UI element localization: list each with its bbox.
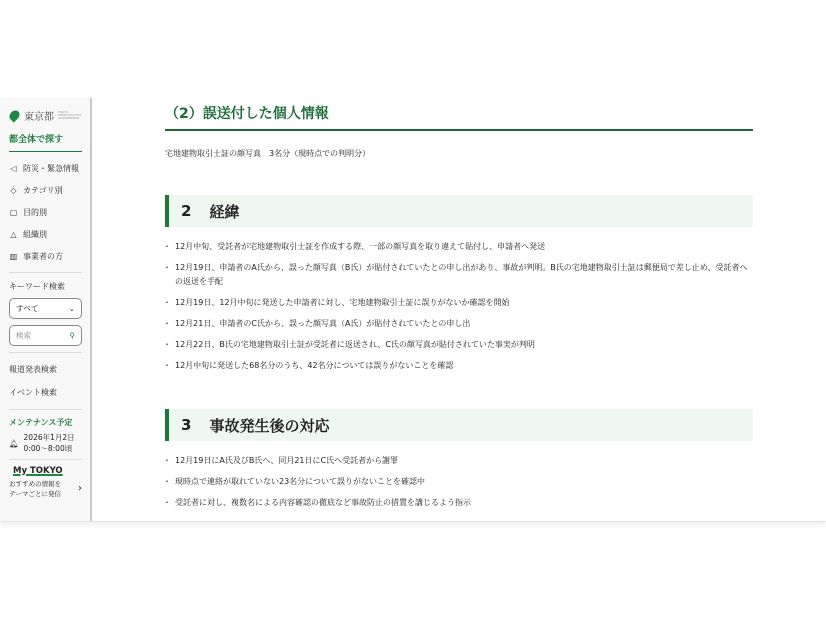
divider [9, 272, 82, 273]
list-item: ・ 12月21日、申請者のC氏から、誤った顔写真（A氏）が貼付されていたとの申し出 [165, 317, 753, 331]
document-icon: ▢ [9, 207, 18, 217]
divider [9, 409, 82, 410]
category-select[interactable] [9, 298, 82, 319]
nav-label: 事業者の方 [23, 251, 63, 261]
nav-label: 目的別 [23, 207, 47, 217]
list-item: ・ 12月中旬に発送した68名分のうち、42名分については誤りがないことを確認 [165, 359, 753, 373]
press-release-search-link[interactable]: 報道発表検索 [9, 365, 57, 374]
mytokyo-desc: おすすめの情報を [9, 480, 62, 488]
list-item: ・ 12月中旬、受託者が宅地建物取引士証を作成する際、一部の顔写真を取り違えて貼付し、申請者へ発送 [165, 240, 753, 254]
list-item: ・ 受託者に対し、複数名による内容確認の徹底など事故防止の措置を講じるよう指示 [165, 496, 753, 510]
ginkgo-icon [7, 108, 21, 122]
chevron-down-icon: ⌄ [68, 304, 75, 313]
nav-label: 組織別 [23, 229, 47, 239]
section-title: 事故発生後の対応 [209, 416, 330, 435]
list-item: ・ 現時点で連絡が取れていない23名分について誤りがないことを確認中 [165, 475, 753, 489]
logo-subtext: TOKYO METROPOLITAN GOVERNMENT [58, 109, 82, 120]
tokyo-logo[interactable] [9, 106, 82, 124]
bullet-list [165, 240, 753, 373]
section-number: 3 [181, 416, 192, 434]
select-value: すべて [16, 304, 39, 313]
search-input[interactable] [9, 325, 82, 346]
sub-heading: （2）誤送付した個人情報 [165, 98, 753, 131]
list-item: ・ 12月19日、12月中旬に発送した申請者に対し、宅地建物取引士証に誤りがないか確認を開始 [165, 296, 753, 310]
mytokyo-logo[interactable]: My TOKYO [13, 466, 63, 476]
maintenance-info [9, 432, 82, 454]
bullet-list [165, 454, 753, 510]
mytokyo-desc: テーマごとに発信 [9, 490, 61, 498]
event-search-link[interactable]: イベント検索 [9, 388, 57, 397]
sidebar-nav-item[interactable] [9, 245, 82, 267]
org-icon: △ [10, 229, 17, 239]
page-frame [0, 98, 826, 522]
divider [9, 352, 82, 353]
list-item: ・ 12月19日、申請者のA氏から、誤った顔写真（B氏）が貼付されていたとの申し出があり、事故が判明。B氏の宅地建物取引士証は郵便局で差し止め、受託者への返送を手配 [165, 261, 753, 289]
sidebar [0, 98, 92, 521]
main-content [165, 98, 753, 517]
nav-label: 防災・緊急情報 [23, 163, 79, 173]
list-item: ・ 12月19日にA氏及びB氏へ、同月21日にC氏へ受託者から謝罪 [165, 454, 753, 468]
section-title: 経緯 [209, 202, 240, 221]
chevron-right-icon: › [78, 483, 82, 494]
section-heading [165, 409, 753, 441]
divider [9, 459, 82, 460]
maintenance-title: メンテナンス予定 [9, 418, 73, 427]
maintenance-date: 2026年1月2日 [23, 433, 75, 442]
sidebar-nav-item[interactable] [9, 201, 82, 223]
mytokyo-link[interactable] [9, 479, 82, 499]
sub-text: 宅地建物取引士証の顔写真 3名分（現時点での判明分） [165, 149, 371, 158]
section-heading [165, 195, 753, 227]
bell-icon: 🔔︎ [9, 438, 19, 448]
logo-text: 東京都 [24, 111, 54, 123]
search-placeholder: 検索 [16, 331, 31, 340]
search-heading: 都全体で探す [9, 132, 82, 152]
megaphone-icon: ◁ [10, 163, 17, 173]
sidebar-nav-item[interactable] [9, 179, 82, 201]
sidebar-nav-item[interactable] [9, 223, 82, 245]
maintenance-time: 0:00〜8:00頃 [23, 444, 73, 453]
sidebar-nav-item[interactable] [9, 157, 82, 179]
building-icon: ▥ [9, 251, 18, 261]
keyword-label: キーワード検索 [9, 282, 65, 291]
nav-label: カテゴリ別 [23, 185, 63, 195]
list-item: ・ 12月22日、B氏の宅地建物取引士証が受託者に返送され、C氏の顔写真が貼付されていた事実が判明 [165, 338, 753, 352]
tag-icon: ◇ [10, 185, 17, 195]
section-number: 2 [181, 202, 192, 220]
search-icon[interactable]: ⚲ [69, 331, 75, 340]
